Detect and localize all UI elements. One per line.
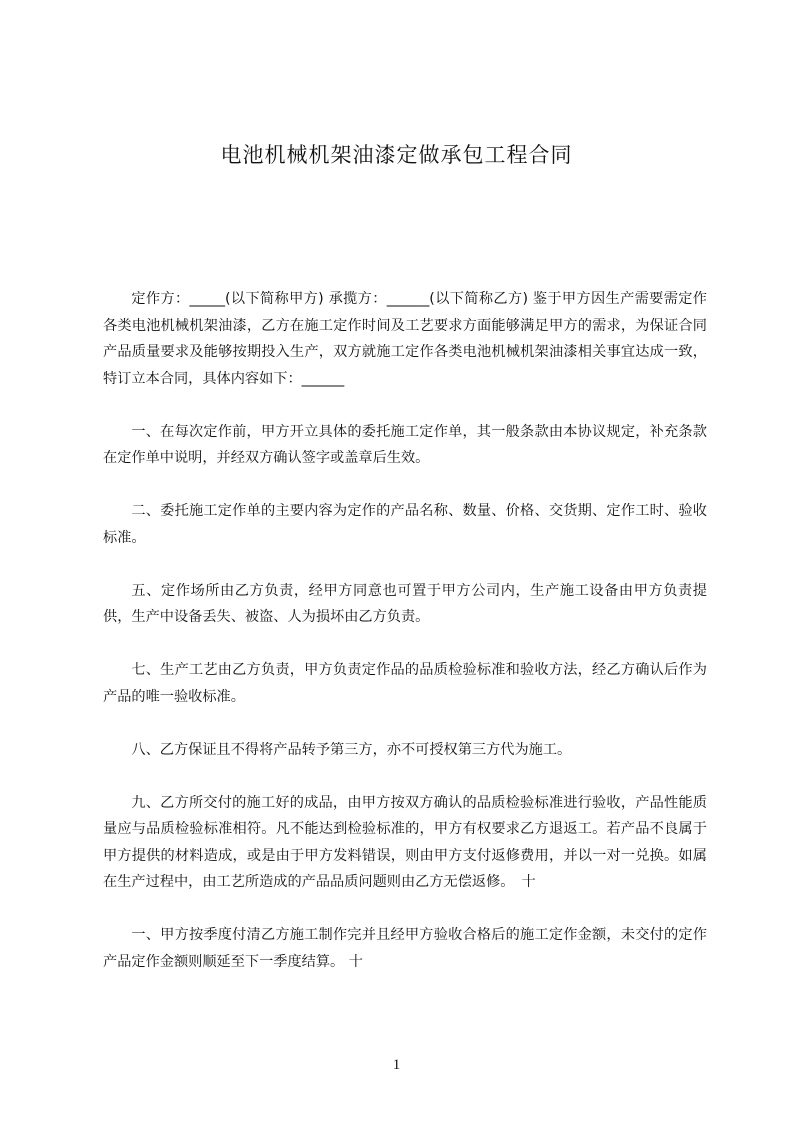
paragraph-clause-7: 七、生产工艺由乙方负责，甲方负责定作品的品质检验标准和验收方法，经乙方确认后作为产品的唯一验收标准。 xyxy=(103,662,707,705)
document-title: 电池机械机架油漆定做承包工程合同 xyxy=(220,143,573,167)
paragraph-preamble: 定作方：_____(以下简称甲方) 承揽方：______(以下简称乙方) 鉴于甲方因生产需要需定作各类电池机械机架油漆，乙方在施工定作时间及工艺要求方面能够满足甲方的需求，为保证合同产品质量要求及能够按期投入生产，双方就施工定作各类电池机械机架油漆相关事宜达成一致，特订立本合同，具体内容如下：______ xyxy=(103,291,707,387)
paragraph-clause-5: 五、定作场所由乙方负责，经甲方同意也可置于甲方公司内，生产施工设备由甲方负责提供，生产中设备丢失、被盗、人为损坏由乙方负责。 xyxy=(103,582,707,625)
paragraph-clause-2: 二、委托施工定作单的主要内容为定作的产品名称、数量、价格、交货期、定作工时、验收标准。 xyxy=(103,503,707,546)
paragraph-clause-9: 九、乙方所交付的施工好的成品，由甲方按双方确认的品质检验标准进行验收，产品性能质量应与品质检验标准相符。凡不能达到检验标准的，甲方有权要求乙方退返工。若产品不良属于甲方提供的材料造成，或是由于甲方发料错误，则由甲方支付返修费用，并以一对一兑换。如属在生产过程中，由工艺所造成的产品品质问题则由乙方无偿返修。 十 xyxy=(103,794,707,890)
paragraph-clause-11: 一、甲方按季度付清乙方施工制作完并且经甲方验收合格后的施工定作金额，未交付的定作产品定作金额则顺延至下一季度结算。 十 xyxy=(103,927,707,970)
paragraph-clause-8: 八、乙方保证且不得将产品转予第三方，亦不可授权第三方代为施工。 xyxy=(131,741,572,758)
contract-body xyxy=(103,286,707,1002)
page-number: 1 xyxy=(392,1057,401,1073)
paragraph-clause-1: 一、在每次定作前，甲方开立具体的委托施工定作单，其一般条款由本协议规定，补充条款在定作单中说明，并经双方确认签字或盖章后生效。 xyxy=(103,423,707,466)
